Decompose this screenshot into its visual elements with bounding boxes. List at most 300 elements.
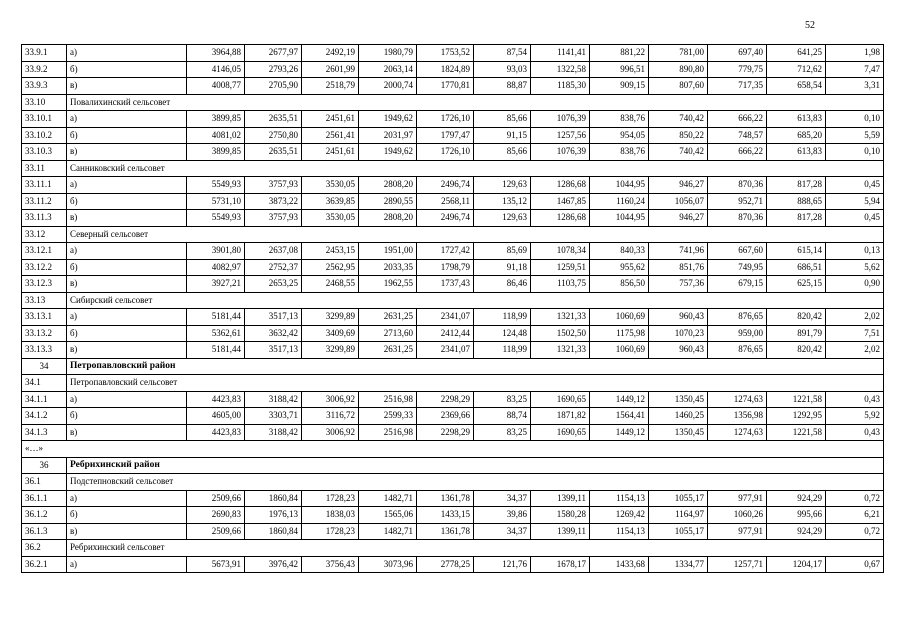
value-cell: 1286,68 [531, 210, 590, 227]
value-cell: 3188,42 [245, 424, 302, 441]
value-cell: 4146,05 [187, 61, 245, 78]
district-name: Петропавловский район [67, 358, 884, 375]
value-cell: 0,90 [826, 276, 884, 293]
value-cell: 1482,71 [359, 523, 417, 540]
value-cell: 93,03 [474, 61, 531, 78]
tariff-table [21, 44, 884, 573]
value-cell: 2496,74 [417, 177, 474, 194]
value-cell: 1690,65 [531, 424, 590, 441]
value-cell: 748,57 [708, 127, 767, 144]
value-cell: 1449,12 [590, 391, 649, 408]
value-cell: 1259,51 [531, 259, 590, 276]
value-cell: 0,10 [826, 111, 884, 128]
row-code: 34.1.3 [22, 424, 67, 441]
value-cell: 1962,55 [359, 276, 417, 293]
row-code: 33.12.2 [22, 259, 67, 276]
council-name: Северный сельсовет [67, 226, 884, 243]
value-cell: 890,80 [649, 61, 708, 78]
row-variant: б) [67, 193, 187, 210]
row-code: 33.13.2 [22, 325, 67, 342]
value-cell: 2635,51 [245, 144, 302, 161]
value-cell: 3188,42 [245, 391, 302, 408]
value-cell: 0,72 [826, 523, 884, 540]
council-header-row [22, 160, 884, 177]
value-cell: 679,15 [708, 276, 767, 293]
value-cell: 1770,81 [417, 78, 474, 95]
value-cell: 129,63 [474, 177, 531, 194]
value-cell: 1221,58 [767, 391, 826, 408]
value-cell: 740,42 [649, 144, 708, 161]
value-cell: 1727,42 [417, 243, 474, 260]
row-variant: б) [67, 259, 187, 276]
value-cell: 3976,42 [245, 556, 302, 573]
value-cell: 2509,66 [187, 490, 245, 507]
value-cell: 1949,62 [359, 144, 417, 161]
value-cell: 876,65 [708, 342, 767, 359]
value-cell: 1726,10 [417, 144, 474, 161]
district-name: Ребрихинский район [67, 457, 884, 474]
value-cell: 2033,35 [359, 259, 417, 276]
value-cell: 1399,11 [531, 490, 590, 507]
value-cell: 3899,85 [187, 144, 245, 161]
value-cell: 1726,10 [417, 111, 474, 128]
value-cell: 2,02 [826, 309, 884, 326]
value-cell: 1690,65 [531, 391, 590, 408]
value-cell: 2690,83 [187, 507, 245, 524]
value-cell: 2561,41 [302, 127, 359, 144]
value-cell: 118,99 [474, 309, 531, 326]
value-cell: 807,60 [649, 78, 708, 95]
value-cell: 1060,69 [590, 342, 649, 359]
table-row [22, 177, 884, 194]
value-cell: 1860,84 [245, 523, 302, 540]
value-cell: 1160,24 [590, 193, 649, 210]
value-cell: 924,29 [767, 490, 826, 507]
table-row [22, 391, 884, 408]
value-cell: 1055,17 [649, 490, 708, 507]
value-cell: 2453,15 [302, 243, 359, 260]
value-cell: 7,47 [826, 61, 884, 78]
value-cell: 960,43 [649, 309, 708, 326]
value-cell: 0,45 [826, 210, 884, 227]
value-cell: 3517,13 [245, 309, 302, 326]
value-cell: 838,76 [590, 144, 649, 161]
value-cell: 1753,52 [417, 45, 474, 62]
row-code: 36.1.2 [22, 507, 67, 524]
council-name: Петропавловский сельсовет [67, 375, 884, 392]
value-cell: 1060,26 [708, 507, 767, 524]
value-cell: 0,10 [826, 144, 884, 161]
value-cell: 1164,97 [649, 507, 708, 524]
omission-row [22, 441, 884, 458]
row-variant: а) [67, 45, 187, 62]
table-row [22, 243, 884, 260]
value-cell: 5362,61 [187, 325, 245, 342]
row-code: 34.1.2 [22, 408, 67, 425]
table-row [22, 259, 884, 276]
value-cell: 613,83 [767, 111, 826, 128]
value-cell: 2298,29 [417, 424, 474, 441]
value-cell: 2653,25 [245, 276, 302, 293]
table-row [22, 61, 884, 78]
value-cell: 1078,34 [531, 243, 590, 260]
value-cell: 2298,29 [417, 391, 474, 408]
value-cell: 2341,07 [417, 309, 474, 326]
value-cell: 1,98 [826, 45, 884, 62]
value-cell: 85,66 [474, 111, 531, 128]
table-row [22, 342, 884, 359]
value-cell: 820,42 [767, 309, 826, 326]
value-cell: 1292,95 [767, 408, 826, 425]
value-cell: 685,20 [767, 127, 826, 144]
row-code: 33.9.2 [22, 61, 67, 78]
value-cell: 1141,41 [531, 45, 590, 62]
row-code: 36 [22, 457, 67, 474]
value-cell: 39,86 [474, 507, 531, 524]
value-cell: 1824,89 [417, 61, 474, 78]
row-code: 36.1.3 [22, 523, 67, 540]
row-code: 33.13.1 [22, 309, 67, 326]
value-cell: 2496,74 [417, 210, 474, 227]
value-cell: 615,14 [767, 243, 826, 260]
value-cell: 1361,78 [417, 523, 474, 540]
value-cell: 658,54 [767, 78, 826, 95]
value-cell: 0,13 [826, 243, 884, 260]
value-cell: 995,66 [767, 507, 826, 524]
row-variant: б) [67, 408, 187, 425]
row-variant: а) [67, 177, 187, 194]
row-code: 33.13 [22, 292, 67, 309]
row-code: 34 [22, 358, 67, 375]
value-cell: 2451,61 [302, 111, 359, 128]
value-cell: 977,91 [708, 490, 767, 507]
value-cell: 3901,80 [187, 243, 245, 260]
value-cell: 667,60 [708, 243, 767, 260]
row-code: 33.12.3 [22, 276, 67, 293]
value-cell: 85,69 [474, 243, 531, 260]
value-cell: 2637,08 [245, 243, 302, 260]
value-cell: 4008,77 [187, 78, 245, 95]
value-cell: 840,33 [590, 243, 649, 260]
value-cell: 2031,97 [359, 127, 417, 144]
value-cell: 2516,98 [359, 391, 417, 408]
row-code: 36.1 [22, 474, 67, 491]
value-cell: 870,36 [708, 177, 767, 194]
value-cell: 2509,66 [187, 523, 245, 540]
row-code: 33.11.1 [22, 177, 67, 194]
value-cell: 1185,30 [531, 78, 590, 95]
row-variant: а) [67, 309, 187, 326]
value-cell: 1076,39 [531, 111, 590, 128]
council-header-row [22, 94, 884, 111]
value-cell: 2808,20 [359, 210, 417, 227]
row-code: 33.10.3 [22, 144, 67, 161]
value-cell: 1257,56 [531, 127, 590, 144]
value-cell: 91,15 [474, 127, 531, 144]
value-cell: 817,28 [767, 177, 826, 194]
value-cell: 1980,79 [359, 45, 417, 62]
value-cell: 977,91 [708, 523, 767, 540]
value-cell: 740,42 [649, 111, 708, 128]
value-cell: 5,94 [826, 193, 884, 210]
council-header-row [22, 474, 884, 491]
value-cell: 1055,17 [649, 523, 708, 540]
value-cell: 1056,07 [649, 193, 708, 210]
row-code: 34.1.1 [22, 391, 67, 408]
value-cell: 1274,63 [708, 391, 767, 408]
value-cell: 1860,84 [245, 490, 302, 507]
value-cell: 1204,17 [767, 556, 826, 573]
row-variant: в) [67, 78, 187, 95]
value-cell: 2793,26 [245, 61, 302, 78]
value-cell: 34,37 [474, 523, 531, 540]
table-row [22, 523, 884, 540]
row-variant: а) [67, 556, 187, 573]
value-cell: 34,37 [474, 490, 531, 507]
omission-marker: «…» [22, 441, 67, 458]
row-code: 33.12 [22, 226, 67, 243]
value-cell: 717,35 [708, 78, 767, 95]
value-cell: 1580,28 [531, 507, 590, 524]
value-cell: 3299,89 [302, 342, 359, 359]
table-row [22, 325, 884, 342]
table-row [22, 556, 884, 573]
council-header-row [22, 292, 884, 309]
value-cell: 613,83 [767, 144, 826, 161]
table-row [22, 507, 884, 524]
value-cell: 1175,98 [590, 325, 649, 342]
value-cell: 924,29 [767, 523, 826, 540]
value-cell: 87,54 [474, 45, 531, 62]
row-code: 33.12.1 [22, 243, 67, 260]
council-header-row [22, 226, 884, 243]
value-cell: 86,46 [474, 276, 531, 293]
district-header-row [22, 457, 884, 474]
value-cell: 5181,44 [187, 342, 245, 359]
value-cell: 1460,25 [649, 408, 708, 425]
table-row [22, 408, 884, 425]
value-cell: 6,21 [826, 507, 884, 524]
value-cell: 88,87 [474, 78, 531, 95]
value-cell: 1044,95 [590, 210, 649, 227]
value-cell: 5,62 [826, 259, 884, 276]
row-code: 33.13.3 [22, 342, 67, 359]
row-variant: в) [67, 424, 187, 441]
value-cell: 83,25 [474, 424, 531, 441]
value-cell: 1467,85 [531, 193, 590, 210]
value-cell: 781,00 [649, 45, 708, 62]
value-cell: 697,40 [708, 45, 767, 62]
value-cell: 3757,93 [245, 177, 302, 194]
value-cell: 909,15 [590, 78, 649, 95]
value-cell: 686,51 [767, 259, 826, 276]
value-cell: 954,05 [590, 127, 649, 144]
value-cell: 955,62 [590, 259, 649, 276]
value-cell: 3632,42 [245, 325, 302, 342]
value-cell: 1274,63 [708, 424, 767, 441]
value-cell: 1433,68 [590, 556, 649, 573]
value-cell: 3530,05 [302, 210, 359, 227]
value-cell: 2518,79 [302, 78, 359, 95]
value-cell: 0,45 [826, 177, 884, 194]
value-cell: 1286,68 [531, 177, 590, 194]
value-cell: 641,25 [767, 45, 826, 62]
table-row [22, 78, 884, 95]
value-cell: 4605,00 [187, 408, 245, 425]
value-cell: 1728,23 [302, 523, 359, 540]
omission-spacer [67, 441, 884, 458]
row-variant: а) [67, 490, 187, 507]
row-code: 33.11 [22, 160, 67, 177]
row-code: 33.11.2 [22, 193, 67, 210]
value-cell: 1322,58 [531, 61, 590, 78]
table-row [22, 424, 884, 441]
value-cell: 1838,03 [302, 507, 359, 524]
row-code: 34.1 [22, 375, 67, 392]
value-cell: 5,59 [826, 127, 884, 144]
value-cell: 5731,10 [187, 193, 245, 210]
value-cell: 5549,93 [187, 177, 245, 194]
table-row [22, 490, 884, 507]
row-variant: в) [67, 276, 187, 293]
value-cell: 2516,98 [359, 424, 417, 441]
value-cell: 1449,12 [590, 424, 649, 441]
value-cell: 0,43 [826, 424, 884, 441]
council-name: Санниковский сельсовет [67, 160, 884, 177]
value-cell: 1076,39 [531, 144, 590, 161]
value-cell: 2631,25 [359, 342, 417, 359]
value-cell: 1798,79 [417, 259, 474, 276]
value-cell: 779,75 [708, 61, 767, 78]
value-cell: 85,66 [474, 144, 531, 161]
value-cell: 3073,96 [359, 556, 417, 573]
row-code: 33.10.2 [22, 127, 67, 144]
value-cell: 1399,11 [531, 523, 590, 540]
value-cell: 1269,42 [590, 507, 649, 524]
value-cell: 5549,93 [187, 210, 245, 227]
value-cell: 1350,45 [649, 391, 708, 408]
value-cell: 1728,23 [302, 490, 359, 507]
value-cell: 946,27 [649, 210, 708, 227]
council-header-row [22, 375, 884, 392]
value-cell: 959,00 [708, 325, 767, 342]
value-cell: 129,63 [474, 210, 531, 227]
value-cell: 5,92 [826, 408, 884, 425]
value-cell: 5673,91 [187, 556, 245, 573]
council-name: Сибирский сельсовет [67, 292, 884, 309]
row-variant: б) [67, 61, 187, 78]
row-variant: б) [67, 507, 187, 524]
value-cell: 1678,17 [531, 556, 590, 573]
value-cell: 3409,69 [302, 325, 359, 342]
value-cell: 851,76 [649, 259, 708, 276]
value-cell: 3964,88 [187, 45, 245, 62]
value-cell: 135,12 [474, 193, 531, 210]
value-cell: 2492,19 [302, 45, 359, 62]
row-variant: а) [67, 243, 187, 260]
value-cell: 2808,20 [359, 177, 417, 194]
value-cell: 2635,51 [245, 111, 302, 128]
table-row [22, 309, 884, 326]
row-code: 33.9.3 [22, 78, 67, 95]
row-code: 33.11.3 [22, 210, 67, 227]
value-cell: 1350,45 [649, 424, 708, 441]
value-cell: 0,72 [826, 490, 884, 507]
row-code: 36.2.1 [22, 556, 67, 573]
value-cell: 2451,61 [302, 144, 359, 161]
row-variant: б) [67, 127, 187, 144]
value-cell: 757,36 [649, 276, 708, 293]
value-cell: 3756,43 [302, 556, 359, 573]
value-cell: 118,99 [474, 342, 531, 359]
value-cell: 2752,37 [245, 259, 302, 276]
table-row [22, 193, 884, 210]
value-cell: 1565,06 [359, 507, 417, 524]
row-variant: в) [67, 210, 187, 227]
value-cell: 3116,72 [302, 408, 359, 425]
value-cell: 1564,41 [590, 408, 649, 425]
value-cell: 2341,07 [417, 342, 474, 359]
value-cell: 124,48 [474, 325, 531, 342]
table-row [22, 276, 884, 293]
value-cell: 2568,11 [417, 193, 474, 210]
value-cell: 1103,75 [531, 276, 590, 293]
table-row [22, 144, 884, 161]
row-variant: в) [67, 342, 187, 359]
value-cell: 2369,66 [417, 408, 474, 425]
value-cell: 3639,85 [302, 193, 359, 210]
value-cell: 91,18 [474, 259, 531, 276]
value-cell: 856,50 [590, 276, 649, 293]
value-cell: 1321,33 [531, 309, 590, 326]
row-code: 36.1.1 [22, 490, 67, 507]
value-cell: 3006,92 [302, 391, 359, 408]
table-row [22, 45, 884, 62]
value-cell: 820,42 [767, 342, 826, 359]
value-cell: 712,62 [767, 61, 826, 78]
value-cell: 1154,13 [590, 490, 649, 507]
value-cell: 1356,98 [708, 408, 767, 425]
council-name: Подстепновский сельсовет [67, 474, 884, 491]
value-cell: 7,51 [826, 325, 884, 342]
value-cell: 1060,69 [590, 309, 649, 326]
value-cell: 5181,44 [187, 309, 245, 326]
table-row [22, 127, 884, 144]
row-code: 36.2 [22, 540, 67, 557]
value-cell: 2063,14 [359, 61, 417, 78]
row-variant: а) [67, 391, 187, 408]
district-header-row [22, 358, 884, 375]
value-cell: 625,15 [767, 276, 826, 293]
value-cell: 4082,97 [187, 259, 245, 276]
value-cell: 2778,25 [417, 556, 474, 573]
value-cell: 996,51 [590, 61, 649, 78]
value-cell: 121,76 [474, 556, 531, 573]
value-cell: 870,36 [708, 210, 767, 227]
value-cell: 838,76 [590, 111, 649, 128]
value-cell: 3899,85 [187, 111, 245, 128]
value-cell: 88,74 [474, 408, 531, 425]
value-cell: 2,02 [826, 342, 884, 359]
value-cell: 1221,58 [767, 424, 826, 441]
value-cell: 3,31 [826, 78, 884, 95]
value-cell: 1976,13 [245, 507, 302, 524]
value-cell: 3517,13 [245, 342, 302, 359]
value-cell: 2562,95 [302, 259, 359, 276]
value-cell: 850,22 [649, 127, 708, 144]
value-cell: 1871,82 [531, 408, 590, 425]
value-cell: 1949,62 [359, 111, 417, 128]
